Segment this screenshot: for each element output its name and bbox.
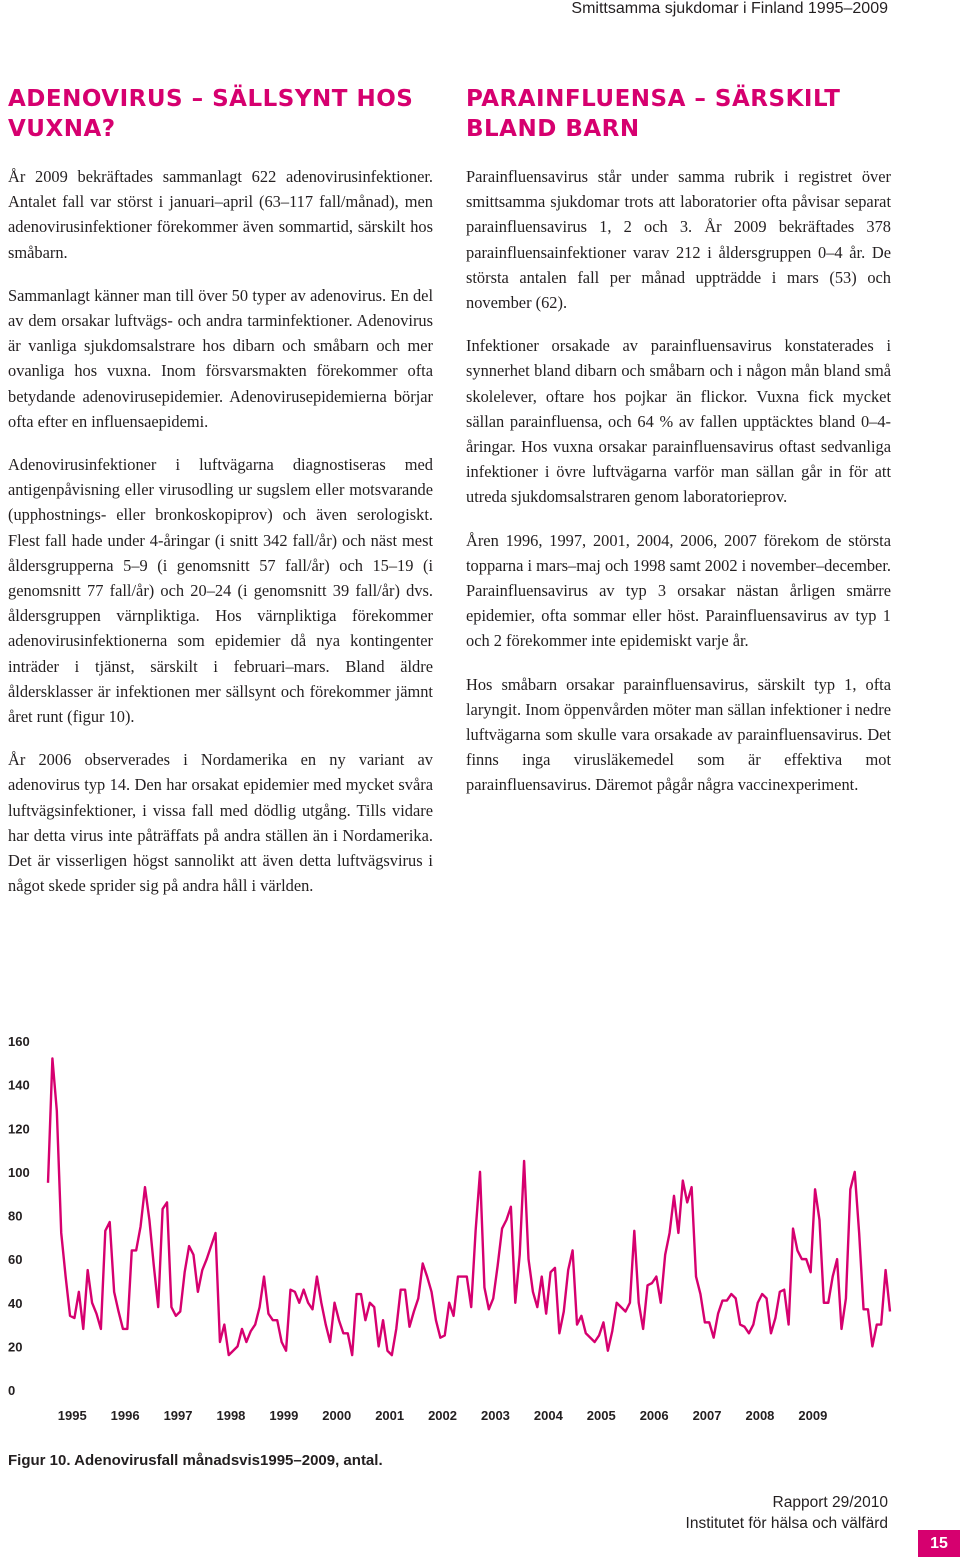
running-title: Smittsamma sjukdomar i Finland 1995–2009 (571, 0, 888, 17)
y-tick-label: 100 (8, 1164, 30, 1180)
paragraph: Parainfluensavirus står under samma rubrik i registret över smittsamma sjukdomar trots att laboratorier ofta påvisar separat parainfluensavirus 1, 2 och 3. År 2009 bekräftades 378 parainfluensainfektioner varav 212 i åldersgruppen 0–4 år. De största antalen fall per månad uppträdde i mars (53) och november (62). (466, 167, 891, 313)
y-tick-label: 140 (8, 1077, 30, 1093)
x-tick-label: 2009 (798, 1408, 828, 1423)
paragraph: Hos småbarn orsakar parainfluensavirus, särskilt typ 1, ofta laryngit. Inom öppenvården möter man sällan infektioner i nedre luftvägarna som skulle vara orsakade av parainfluensavirus. Det finns inga virusläkemedel som är effektiva mot parainfluensavirus. Däremot pågår några vaccinexperiment. (466, 674, 891, 795)
x-tick-label: 2008 (745, 1408, 775, 1423)
paragraph: År 2009 bekräftades sammanlagt 622 adenovirusinfektioner. Antalet fall var störst i januari–april (63–117 fall/månad), men adenovirusinfektioner förekommer även sommartid, särskilt hos småbarn. (8, 167, 433, 262)
report-number: Rapport 29/2010 (772, 1494, 888, 1511)
paragraph: Sammanlagt känner man till över 50 typer av adenovirus. En del av dem orsakar luftvägs- och andra tarminfektioner. Adenovirus är vanliga sjukdomsalstrare hos dibarn och småbarn och mer ovanliga hos vuxna. Inom försvarsmakten förekommer ofta betydande adenovirusepidemier. Adenovirusepidemierna börjar ofta efter en influensaepidemi. (8, 285, 433, 431)
paragraph: År 2006 observerades i Nordamerika en ny variant av adenovirus typ 14. Den har orsakat epidemier med mycket svåra luftvägsinfektioner, i vissa fall med dödlig utgång. Tills vidare har detta virus inte påträffats på andra ställen än i Nordamerika. Det är visserligen högst sannolikt att även detta luftvägsvirus i något skede sprider sig på andra håll i världen. (8, 750, 433, 896)
x-tick-label: 1998 (216, 1408, 246, 1423)
y-tick-label: 120 (8, 1121, 30, 1137)
chart-svg (0, 1025, 900, 1425)
series-line (48, 1058, 890, 1355)
x-tick-label: 2004 (533, 1408, 563, 1423)
page-number: 15 (918, 1530, 960, 1557)
x-tick-label: 1996 (110, 1408, 140, 1423)
x-tick-label: 1999 (269, 1408, 299, 1423)
institute-name: Institutet för hälsa och välfärd (685, 1515, 888, 1532)
x-tick-label: 2002 (428, 1408, 458, 1423)
left-column (8, 84, 433, 916)
y-tick-label: 0 (8, 1383, 16, 1398)
paragraph: Åren 1996, 1997, 2001, 2004, 2006, 2007 förekom de största topparna i mars–maj och 1998 samt 2002 i november–december. Parainfluensavirus av typ 3 orsakar nästan årligen smärre epidemier, ofta sommar eller höst. Parainfluensavirus av typ 1 och 2 förekommer inte epidemiskt varje år. (466, 530, 891, 651)
y-tick-label: 160 (8, 1034, 30, 1049)
x-tick-label: 2006 (639, 1408, 669, 1423)
parainfluensa-heading: PARAINFLUENSA – SÄRSKILT BLAND BARN (466, 86, 841, 142)
y-tick-label: 60 (8, 1252, 23, 1268)
adenovirus-heading: ADENOVIRUS – SÄLLSYNT HOS VUXNA? (8, 86, 414, 142)
x-tick-label: 2001 (375, 1408, 405, 1423)
paragraph: Adenovirusinfektioner i luftvägarna diagnostiseras med antigenpåvisning eller virusodling ur sugslem eller motsvarande (upphostnings- eller bronkoskopiprov) och även serologiskt. Flest fall hade under 4-åringar (i snitt 342 fall/år) och näst mest åldersgrupperna 5–9 (i genomsnitt 57 fall/år) och 15–19 (i genomsnitt 77 fall/år) och 20–24 (i genomsnitt 39 fall/år) dvs. åldersgruppen värnpliktiga. Hos värnpliktiga förekommer adenovirusinfektionerna som epidemier då nya kontingenter inträder i tjänst, särskilt i februari–mars. Bland äldre åldersklasser är infektionen mer sällsynt och förekommer jämnt året runt (figur 10). (8, 455, 433, 727)
x-tick-label: 1995 (57, 1408, 87, 1423)
x-tick-label: 2007 (692, 1408, 722, 1423)
x-tick-label: 1997 (163, 1408, 193, 1423)
figure-caption: Figur 10. Adenovirusfall månadsvis1995–2009, antal. (8, 1452, 383, 1469)
y-tick-label: 80 (8, 1208, 23, 1224)
footer (686, 1492, 888, 1534)
adenovirus-chart (0, 1025, 900, 1425)
paragraph: Infektioner orsakade av parainfluensavirus konstaterades i synnerhet bland dibarn och småbarn och i någon mån bland små skolelever, oftare hos pojkar än flickor. Vuxna fick mycket sällan parainfluensa, och 64 % av fallen upptäcktes bland 0–4-åringar. Hos vuxna orsakar parainfluensavirus oftast sedvanliga infektioner i övre luftvägarna varför man sällan går in för att utreda sjukdomsalstraren genom laboratorieprov. (466, 336, 891, 507)
x-tick-label: 2003 (480, 1408, 510, 1423)
x-tick-label: 2005 (586, 1408, 616, 1423)
y-tick-label: 40 (8, 1295, 23, 1311)
x-tick-label: 2000 (322, 1408, 352, 1423)
right-column (466, 84, 891, 816)
y-tick-label: 20 (8, 1339, 23, 1355)
